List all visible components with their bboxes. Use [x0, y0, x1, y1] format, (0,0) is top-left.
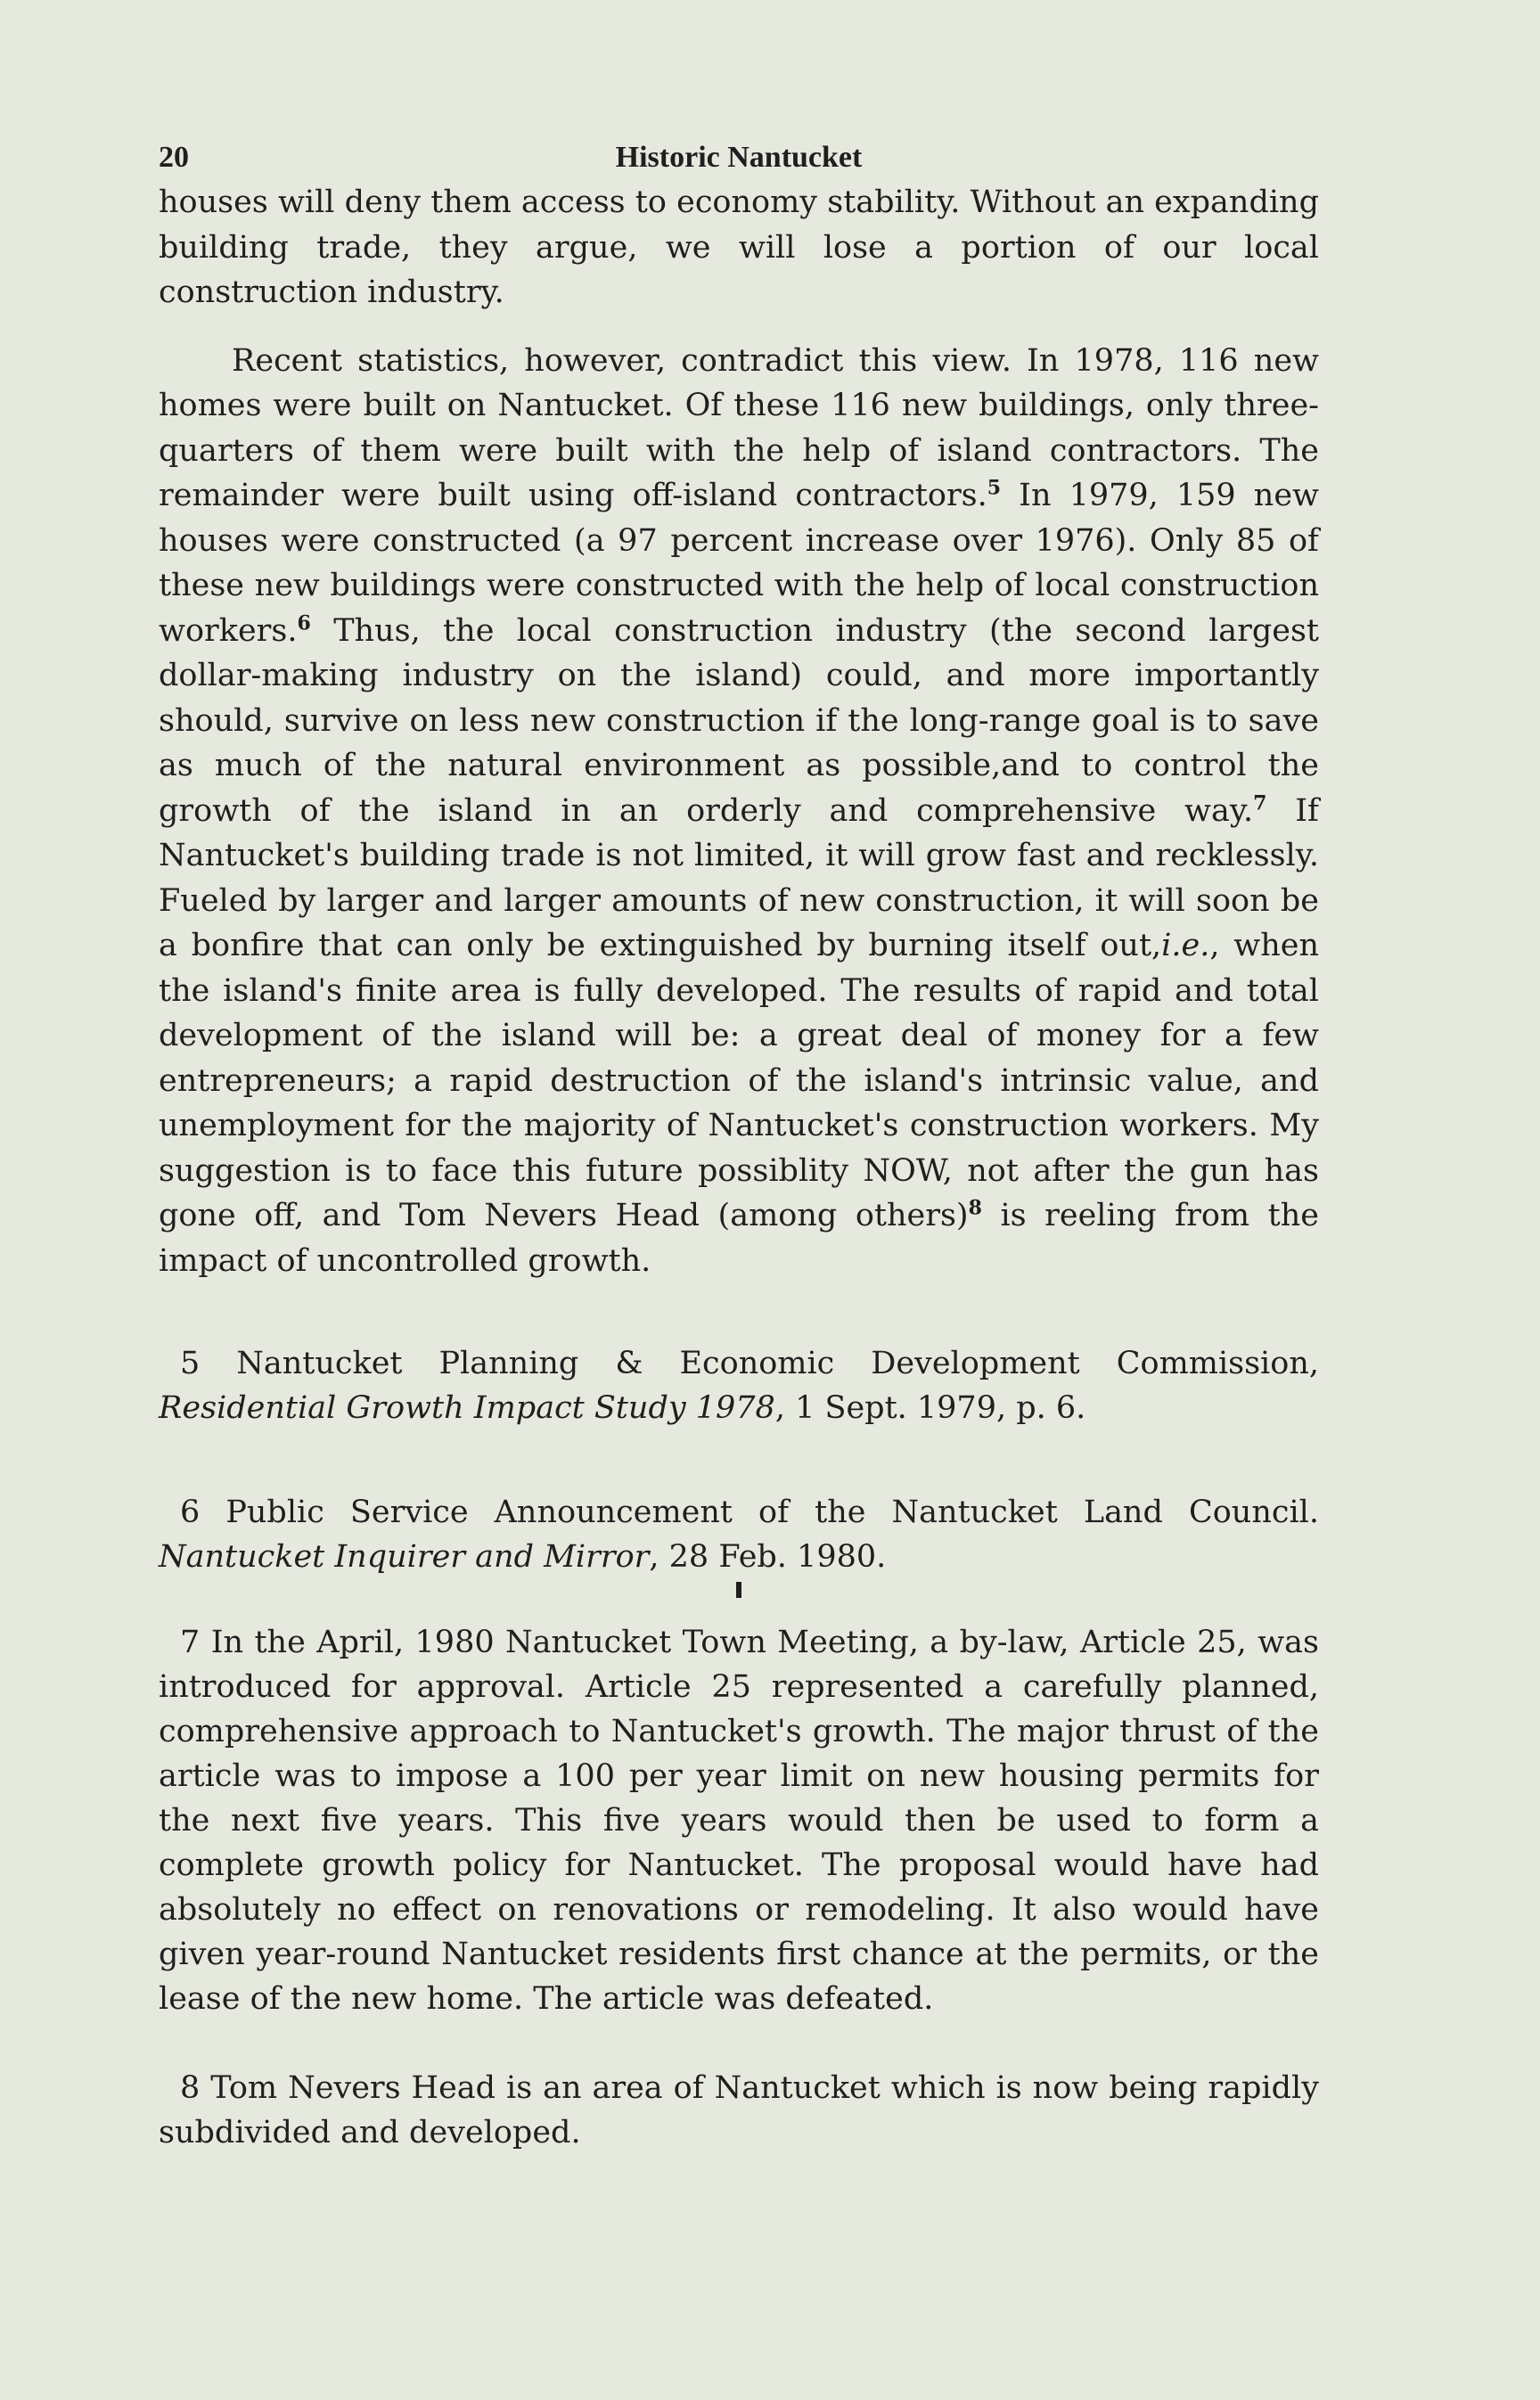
footnote-6-label: 6	[180, 1495, 201, 1530]
page-header	[159, 134, 1319, 184]
running-title: Historic Nantucket	[615, 141, 863, 174]
footnote-ref-8: 8	[968, 1196, 982, 1220]
ie-abbreviation: i.e.	[1161, 928, 1210, 963]
footnote-ref-6: 6	[297, 610, 311, 635]
footnote-5-text-b: , 1 Sept. 1979, p. 6.	[774, 1390, 1086, 1426]
footnote-5-text-a: Nantucket Planning & Economic Development Commission,	[200, 1346, 1319, 1381]
footnote-ref-7: 7	[1253, 790, 1267, 815]
footnote-8-label: 8	[180, 2070, 201, 2106]
footnote-7-label: 7	[180, 1625, 201, 1660]
footnote-ref-5: 5	[987, 476, 1002, 500]
para2-text-f: is reeling from the impact of uncontrolled growth.	[159, 1198, 1319, 1279]
footnote-7-text: In the April, 1980 Nantucket Town Meeting, a by-law, Article 25, was introduced for approval. Article 25 represented a carefully planned, comprehensive approach to Nantucket's growth. The major thrust of the article was to impose a 100 per year limit on new housing permits for the next five years. This five years would then be used to form a complete growth policy for Nantucket. The proposal would have had absolutely no effect on renovations or remodeling. It also would have given year-round Nantucket residents first chance at the permits, or the lease of the new home. The article was defeated.	[159, 1625, 1319, 2017]
para2-text-d: If Nantucket's building trade is not limited, it will grow fast and recklessly. Fueled by larger and larger amounts of new construction, it will soon be a bonfire that can only be extinguished by burning itself out,	[159, 792, 1319, 963]
footnote-6-text-a: Public Service Announcement of the Nantucket Land Council.	[200, 1495, 1319, 1530]
para2-text-e: , when the island's finite area is fully developed. The results of rapid and total development of the island will be: a great deal of money for a few entrepreneurs; a rapid destruction of the island's intrinsic value, and unemployment for the majority of Nantucket's construction workers. My suggestion is to face this future possiblity NOW, not after the gun has gone off, and Tom Nevers Head (among others)	[159, 928, 1320, 1233]
body-text	[159, 180, 1319, 1283]
page-number: 20	[159, 141, 189, 174]
footnote-6-title: Nantucket Inquirer and Mirror	[159, 1539, 650, 1575]
para2-text-b: In 1979, 159 new houses were constructed (a 97 percent increase over 1976). Only 85 of these new buildings were constructed with the help of local construction workers.	[159, 478, 1319, 649]
para2-text-c: Thus, the local construction industry (the second largest dollar-making industry on the island) could, and more importantly should, survive on less new construction if the long-range goal is to save as much of the natural environment as possible,and to control the growth of the island in an orderly and comprehensive way.	[159, 612, 1319, 829]
print-mark	[736, 1582, 741, 1598]
footnote-7	[159, 1620, 1319, 2021]
footnote-6-text-b: , 28 Feb. 1980.	[649, 1539, 887, 1575]
para2-text-a: Recent statistics, however, contradict this view. In 1978, 116 new homes were built on Nantucket. Of these 116 new buildings, only three-quarters of them were built with the help of island contractors. The remainder were built using off-island contractors.	[159, 342, 1319, 513]
footnote-5-label: 5	[180, 1346, 201, 1381]
footnote-8-text: Tom Nevers Head is an area of Nantucket which is now being rapidly subdivided and developed.	[159, 2070, 1319, 2150]
footnote-5	[159, 1341, 1319, 1430]
paragraph-1: houses will deny them access to economy stability. Without an expanding building trade, they argue, we will lose a portion of our local construction industry.	[159, 184, 1319, 310]
footnote-5-title: Residential Growth Impact Study 1978	[159, 1390, 775, 1426]
paragraph-2	[159, 339, 1319, 1284]
footnote-8	[159, 2066, 1319, 2155]
footnote-6	[159, 1490, 1319, 1579]
